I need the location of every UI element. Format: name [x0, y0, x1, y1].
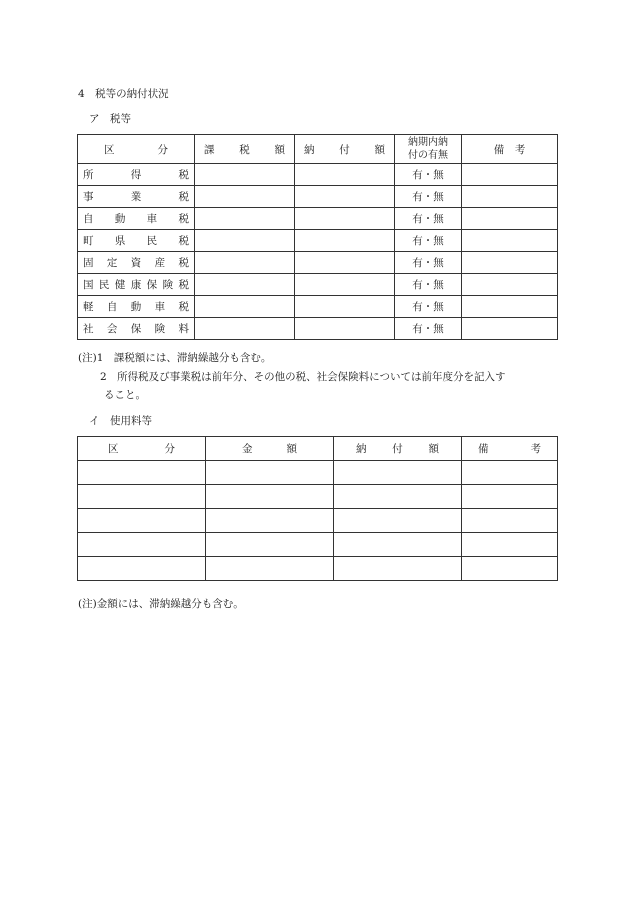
status-cell: 有・無 [395, 164, 462, 186]
tax-table [77, 134, 558, 340]
row-label: 軽自動車税 [78, 296, 195, 318]
kubun-cell [78, 509, 206, 533]
row-label: 国民健康保険税 [78, 274, 195, 296]
note-a1: (注)1 課税額には、滞納繰越分も含む。 [78, 352, 272, 364]
nofu-cell [295, 186, 395, 208]
header-kubun: 区 分 [78, 135, 195, 164]
kubun-cell [78, 533, 206, 557]
table-row [78, 164, 558, 186]
subsection-a-title: ア 税等 [89, 113, 131, 125]
note-a2-line2: ること。 [104, 389, 146, 401]
table-row [78, 509, 558, 533]
fee-table [77, 436, 558, 581]
kazei-cell [195, 252, 295, 274]
biko-cell [462, 274, 558, 296]
header-biko: 備 考 [462, 135, 558, 164]
nofu-cell [334, 461, 462, 485]
header-nouki-line2: 付の有無 [408, 150, 448, 161]
kazei-cell [195, 164, 295, 186]
nofu-cell [334, 557, 462, 581]
header-kazei: 課 税 額 [195, 135, 295, 164]
status-cell: 有・無 [395, 252, 462, 274]
header-nouki-line1: 納期内納 [408, 137, 448, 148]
status-cell: 有・無 [395, 230, 462, 252]
header-kubun: 区 分 [78, 437, 206, 461]
kingaku-cell [206, 461, 334, 485]
nofu-cell [295, 208, 395, 230]
kingaku-cell [206, 509, 334, 533]
table-row [78, 557, 558, 581]
biko-cell [462, 485, 558, 509]
kingaku-cell [206, 557, 334, 581]
kazei-cell [195, 230, 295, 252]
kazei-cell [195, 274, 295, 296]
note-i: (注)金額には、滞納繰越分も含む。 [78, 598, 244, 610]
header-nouki [395, 135, 462, 164]
nofu-cell [295, 164, 395, 186]
note-a2-line1: 2 所得税及び事業税は前年分、その他の税、社会保険料については前年度分を記入す [100, 371, 506, 383]
status-cell: 有・無 [395, 296, 462, 318]
header-nofu: 納 付 額 [295, 135, 395, 164]
table-row [78, 318, 558, 340]
kazei-cell [195, 296, 295, 318]
biko-cell [462, 252, 558, 274]
nofu-cell [334, 533, 462, 557]
nofu-cell [334, 485, 462, 509]
nofu-cell [295, 318, 395, 340]
table-row [78, 296, 558, 318]
table-row [78, 230, 558, 252]
header-nofu: 納 付 額 [334, 437, 462, 461]
kubun-cell [78, 485, 206, 509]
biko-cell [462, 296, 558, 318]
biko-cell [462, 533, 558, 557]
nofu-cell [295, 296, 395, 318]
header-kingaku: 金 額 [206, 437, 334, 461]
fee-table-header-row [78, 437, 558, 461]
biko-cell [462, 557, 558, 581]
kazei-cell [195, 318, 295, 340]
header-biko: 備 考 [462, 437, 558, 461]
nofu-cell [295, 252, 395, 274]
status-cell: 有・無 [395, 208, 462, 230]
kazei-cell [195, 208, 295, 230]
row-label: 社会保険料 [78, 318, 195, 340]
biko-cell [462, 186, 558, 208]
kingaku-cell [206, 533, 334, 557]
nofu-cell [295, 230, 395, 252]
kazei-cell [195, 186, 295, 208]
tax-table-header-row [78, 135, 558, 164]
section-title: 4 税等の納付状況 [78, 88, 169, 100]
biko-cell [462, 509, 558, 533]
biko-cell [462, 164, 558, 186]
row-label: 町県民税 [78, 230, 195, 252]
biko-cell [462, 318, 558, 340]
table-row [78, 533, 558, 557]
table-row [78, 252, 558, 274]
table-row [78, 461, 558, 485]
kubun-cell [78, 557, 206, 581]
row-label: 固定資産税 [78, 252, 195, 274]
nofu-cell [334, 509, 462, 533]
status-cell: 有・無 [395, 274, 462, 296]
table-row [78, 274, 558, 296]
table-row [78, 208, 558, 230]
biko-cell [462, 208, 558, 230]
row-label: 事業税 [78, 186, 195, 208]
row-label: 所得税 [78, 164, 195, 186]
table-row [78, 485, 558, 509]
row-label: 自動車税 [78, 208, 195, 230]
kingaku-cell [206, 485, 334, 509]
kubun-cell [78, 461, 206, 485]
nofu-cell [295, 274, 395, 296]
biko-cell [462, 230, 558, 252]
table-row [78, 186, 558, 208]
status-cell: 有・無 [395, 318, 462, 340]
subsection-i-title: イ 使用料等 [89, 415, 152, 427]
status-cell: 有・無 [395, 186, 462, 208]
biko-cell [462, 461, 558, 485]
